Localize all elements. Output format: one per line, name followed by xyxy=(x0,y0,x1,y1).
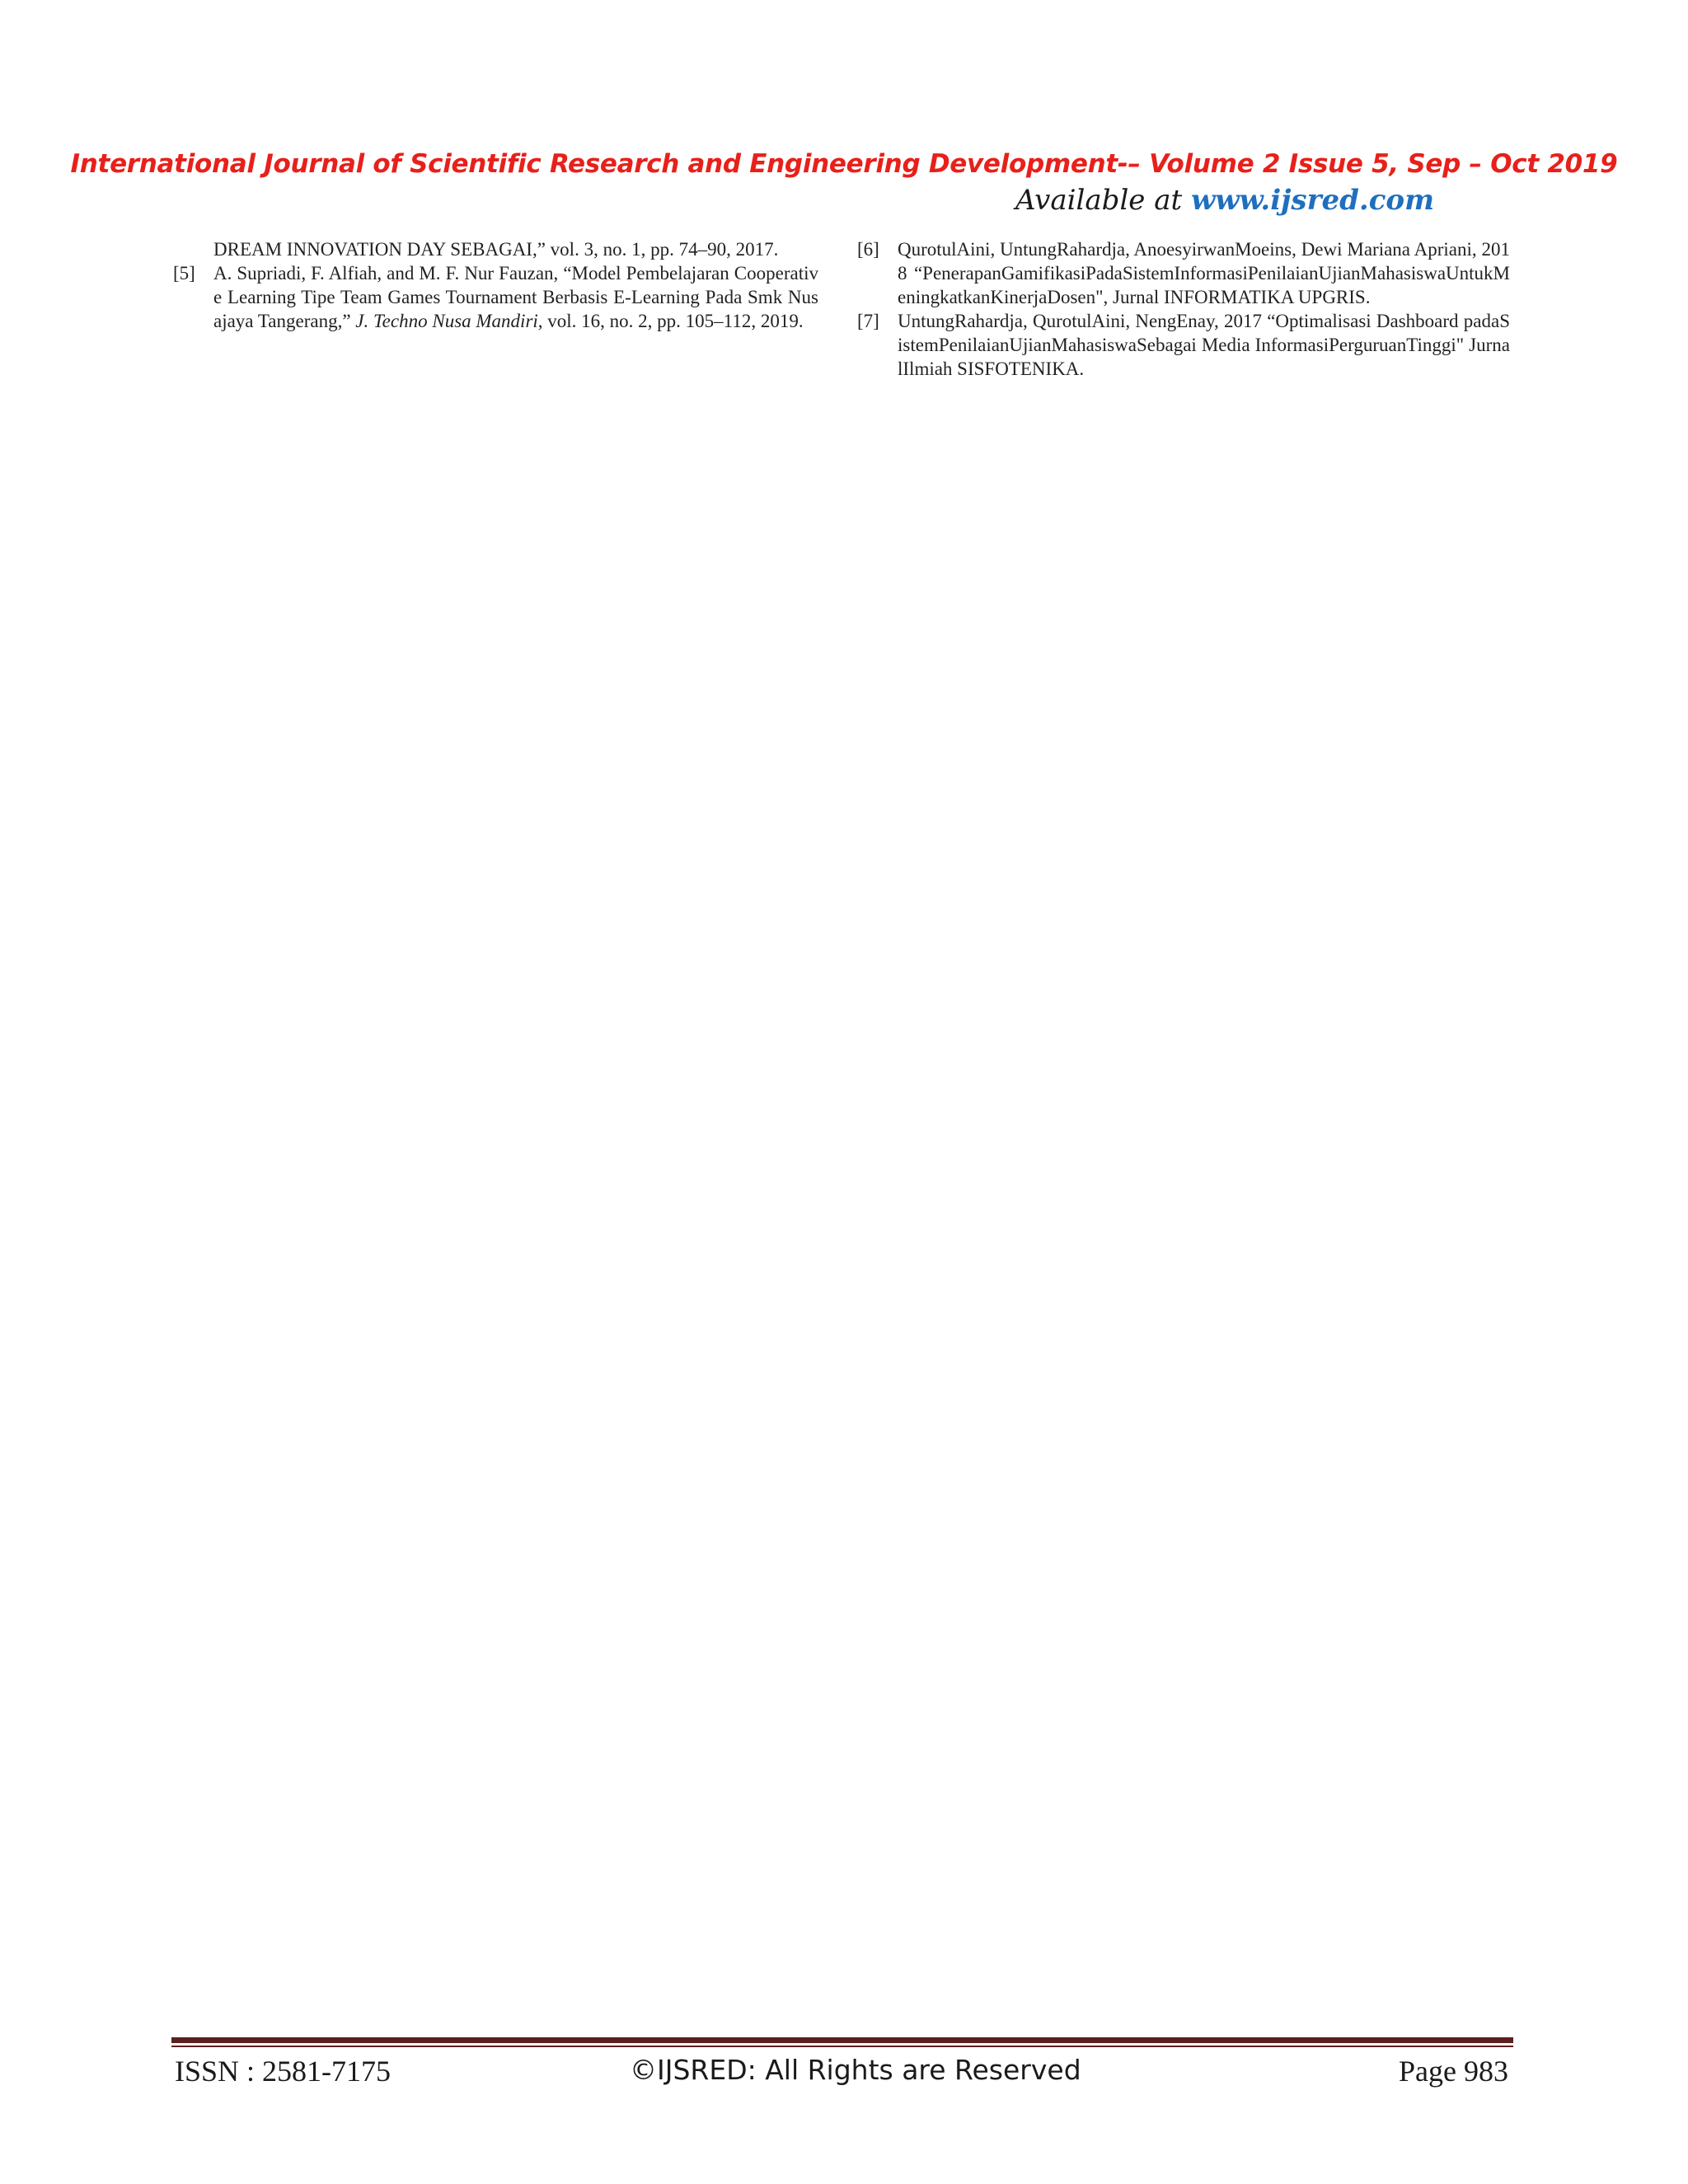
reference-text: QurotulAini, UntungRahardja, AnoesyirwanMoeins, Dewi Mariana Apriani, 2018 “PenerapanGamifikasiPadaSistemInformasiPenilaianUjianMahasiswaUntukMeningkatkanKinerjaDosen", Jurnal INFORMATIKA UPGRIS. xyxy=(898,239,1510,307)
journal-url-link[interactable]: www.ijsred.com xyxy=(1190,184,1435,217)
reference-6 xyxy=(857,237,1510,309)
reference-text xyxy=(213,261,818,333)
footer-copyright: ©IJSRED: All Rights are Reserved xyxy=(630,2054,1081,2086)
reference-volume-pages: , vol. 16, no. 2, pp. 105–112, 2019. xyxy=(537,311,804,331)
reference-number: [6] xyxy=(857,239,879,260)
references-left-column xyxy=(173,237,818,333)
reference-continuation: DREAM INNOVATION DAY SEBAGAI,” vol. 3, no. 1, pp. 74–90, 2017. xyxy=(213,239,779,260)
footer-issn: ISSN : 2581-7175 xyxy=(175,2055,392,2088)
journal-header-title: International Journal of Scientific Research and Engineering Development-– Volume 2 Issue 5, Sep – Oct 2019 xyxy=(70,149,1618,179)
footer-rule-thin xyxy=(171,2046,1513,2047)
reference-text: UntungRahardja, QurotulAini, NengEnay, 2017 “Optimalisasi Dashboard padaSistemPenilaianUjianMahasiswaSebagai Media InformasiPerguruanTinggi" JurnalIlmiah SISFOTENIKA. xyxy=(898,311,1510,379)
reference-number: [5] xyxy=(173,263,195,284)
reference-authors-title: A. Supriadi, F. Alfiah, and M. F. Nur Fauzan, “Model Pembelajaran Cooperative Learning Tipe Team Games Tournament Berbasis E-Learning Pada Smk Nusajaya Tangerang,” xyxy=(213,263,818,331)
reference-journal-name: J. Techno Nusa Mandiri xyxy=(355,311,538,331)
reference-7 xyxy=(857,309,1510,381)
references-right-column xyxy=(857,237,1510,381)
availability-line xyxy=(1015,184,1434,217)
available-prefix: Available at xyxy=(1015,184,1191,217)
footer-rule-thick xyxy=(171,2037,1513,2043)
reference-5 xyxy=(173,261,818,333)
footer-page-number: Page 983 xyxy=(1399,2055,1508,2088)
reference-number: [7] xyxy=(857,311,879,331)
